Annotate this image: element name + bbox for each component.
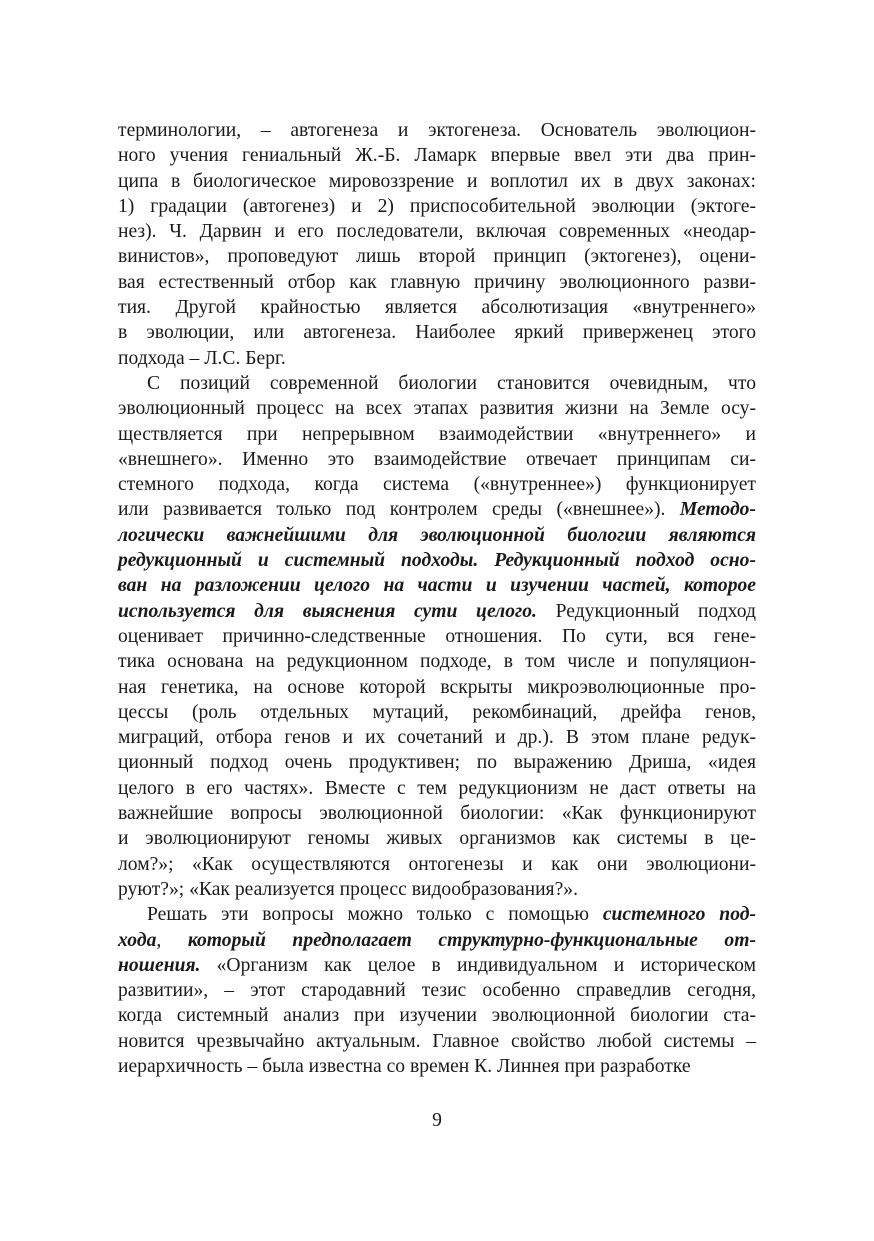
text-line: [118, 523, 756, 548]
text-segment: ,: [156, 929, 188, 951]
text-segment: ционный подход очень продуктивен; по выражению Дриша, «идея: [118, 752, 756, 774]
text-segment: Редукционный подход: [536, 600, 756, 622]
text-segment: ципа в биологическое мировоззрение и воплотил их в двух законах:: [118, 170, 756, 192]
text-line: [118, 346, 756, 371]
text-line: [118, 776, 756, 801]
text-line: [118, 1003, 756, 1028]
text-line: [118, 371, 756, 396]
text-line: [118, 169, 756, 194]
text-segment: в эволюции, или автогенеза. Наиболее яркий приверженец этого: [118, 322, 756, 344]
text-line: [118, 194, 756, 219]
text-segment: цессы (роль отдельных мутаций, рекомбинаций, дрейфа генов,: [118, 701, 756, 723]
emphasized-text: ван на разложении целого на части и изучении частей, которое: [118, 575, 756, 597]
emphasized-text: системного под-: [602, 904, 756, 926]
text-segment: С позиций современной биологии становится очевидным, что: [147, 372, 756, 394]
text-segment: винистов», проповедуют лишь второй принцип (эктогенез), оцени-: [118, 246, 756, 268]
emphasized-text: используется для выяснения сути целого.: [118, 600, 537, 622]
text-line: [118, 675, 756, 700]
text-line: [118, 928, 756, 953]
text-segment: ная генетика, на основе которой вскрыты микроэволюционные про-: [118, 676, 756, 698]
text-line: [118, 826, 756, 851]
text-line: [118, 750, 756, 775]
text-segment: ного учения гениальный Ж.-Б. Ламарк впервые ввел эти два прин-: [118, 145, 756, 167]
text-line: [118, 118, 756, 143]
text-line: [118, 573, 756, 598]
text-line: [118, 852, 756, 877]
text-line: [118, 725, 756, 750]
text-line: [118, 624, 756, 649]
emphasized-text: редукционный и системный подходы. Редукционный подход осно-: [118, 550, 756, 572]
text-segment: иерархичность – была известна со времен К. Линнея при разработке: [118, 1055, 691, 1077]
text-segment: эволюционный процесс на всех этапах развития жизни на Земле осу-: [118, 398, 756, 420]
text-segment: 1) градации (автогенез) и 2) приспособительной эволюции (эктоге-: [118, 195, 756, 217]
text-segment: тия. Другой крайностью является абсолютизация «внутреннего»: [118, 297, 756, 319]
text-line: [118, 472, 756, 497]
text-segment: важнейшие вопросы эволюционной биологии: «Как функционируют: [118, 803, 756, 825]
text-line: [118, 396, 756, 421]
text-segment: терминологии, – автогенеза и эктогенеза. Основатель эволюцион-: [118, 120, 756, 141]
text-segment: когда системный анализ при изучении эволюционной биологии ста-: [118, 1005, 756, 1027]
text-line: [118, 548, 756, 573]
emphasized-text: логически важнейшими для эволюционной биологии являются: [118, 524, 756, 546]
text-segment: целого в его частях». Вместе с тем редукционизм не даст ответы на: [118, 777, 756, 799]
text-line: [118, 422, 756, 447]
text-segment: оценивает причинно-следственные отношения. По сути, вся гене-: [118, 625, 756, 647]
emphasized-text: ношения.: [118, 954, 201, 976]
text-segment: лом?»; «Как осуществляются онтогенезы и как они эволюциони-: [118, 853, 756, 875]
emphasized-text: Методо-: [679, 499, 756, 521]
text-line: [118, 219, 756, 244]
text-line: [118, 447, 756, 472]
text-line: [118, 801, 756, 826]
text-segment: и эволюционируют геномы живых организмов как системы в це-: [118, 828, 756, 850]
text-line: [118, 497, 756, 522]
text-line: [118, 295, 756, 320]
text-line: [118, 244, 756, 269]
text-line: [118, 143, 756, 168]
page-body: [118, 118, 756, 1079]
text-segment: вая естественный отбор как главную причину эволюционного разви-: [118, 271, 756, 293]
text-segment: тика основана на редукционном подходе, в том числе и популяцион-: [118, 651, 756, 673]
text-segment: миграций, отбора генов и их сочетаний и др.). В этом плане редук-: [118, 727, 756, 749]
text-line: [118, 902, 756, 927]
text-line: [118, 877, 756, 902]
text-segment: подхода – Л.С. Берг.: [118, 347, 286, 369]
text-segment: развитии», – этот стародавний тезис особенно справедлив сегодня,: [118, 980, 756, 1002]
text-line: [118, 700, 756, 725]
text-segment: ществляется при непрерывном взаимодействии «внутреннего» и: [118, 423, 756, 445]
text-line: [118, 599, 756, 624]
text-segment: новится чрезвычайно актуальным. Главное свойство любой системы –: [118, 1030, 756, 1052]
text-segment: или развивается только под контролем среды («внешнее»).: [118, 499, 680, 521]
text-line: [118, 1029, 756, 1054]
text-segment: стемного подхода, когда система («внутреннее») функционирует: [118, 474, 756, 496]
text-line: [118, 270, 756, 295]
page-number: 9: [432, 1110, 442, 1131]
text-segment: руют?»; «Как реализуется процесс видообразования?».: [118, 878, 578, 900]
text-segment: «Организм как целое в индивидуальном и историческом: [200, 954, 756, 976]
paragraph: [118, 371, 756, 902]
paragraph: [118, 902, 756, 1079]
text-line: [118, 953, 756, 978]
text-segment: нез). Ч. Дарвин и его последователи, включая современных «неодар-: [118, 221, 756, 243]
text-line: [118, 320, 756, 345]
text-line: [118, 978, 756, 1003]
text-line: [118, 1054, 756, 1079]
text-segment: Решать эти вопросы можно только с помощью: [147, 904, 603, 926]
paragraph: [118, 118, 756, 371]
text-segment: «внешнего». Именно это взаимодействие отвечает принципам си-: [118, 448, 756, 470]
emphasized-text: который предполагает структурно-функциональные от-: [187, 929, 756, 951]
text-line: [118, 649, 756, 674]
emphasized-text: хода: [118, 929, 157, 951]
